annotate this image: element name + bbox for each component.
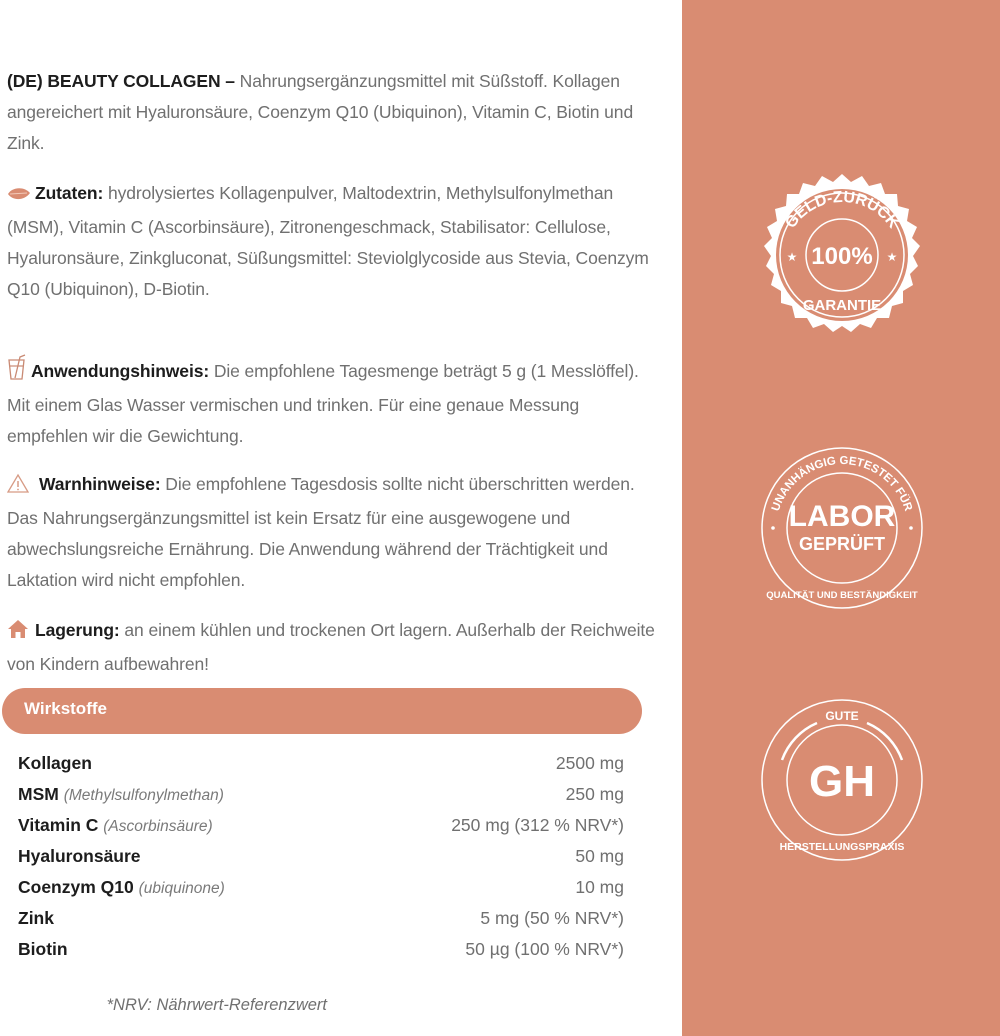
ingredient-name: Vitamin C [18,815,99,835]
ingredient-amount: 250 mg [565,784,624,804]
ingredient-note: (Methylsulfonylmethan) [63,787,224,804]
warnings-text: Die empfohlene Tagesdosis sollte nicht überschritten werden. Das Nahrungsergänzungsmittel ist kein Ersatz für eine ausgewogene und abwechslungsreiche Ernährung. Die Anwendung während der Trächtigkeit und Laktation wird nicht empfohlen. [7,474,635,590]
badge-bottom-text: GARANTIE [802,297,882,314]
ingredient-name: Coenzym Q10 [18,877,134,897]
section-warnings [7,469,657,596]
badge-bottom-text: HERSTELLUNGSPRAXIS [779,841,905,853]
intro-text: Nahrungsergänzungsmittel mit Süßstoff. Kollagen angereichert mit Hyaluronsäure, Coenzym Q10 (Ubiquinon), Vitamin C, Biotin und Zink. [7,71,634,153]
ingredient-name: Hyaluronsäure [18,846,141,866]
lab-tested-badge [752,440,932,620]
section-usage [7,354,657,452]
ingredients-text: hydrolysiertes Kollagenpulver, Maltodextrin, Methylsulfonylmethan (MSM), Vitamin C (Ascorbinsäure), Zitronengeschmack, Stabilisator: Cellulose, Hyaluronsäure, Zinkgluconat, Süßungsmittel: Steviolglycoside aus Stevia, Coenzym Q10 (Ubiquinon), D-Biotin. [7,183,649,299]
table-row [18,903,624,934]
house-icon [7,618,29,649]
badge-labor: LABOR [788,500,896,533]
table-row [18,748,624,779]
ingredient-name: Kollagen [18,753,92,773]
ingredient-amount: 50 mg [575,846,624,866]
product-title: (DE) BEAUTY COLLAGEN – [7,71,235,91]
badge-geprueft: GEPRÜFT [798,534,886,554]
gmp-badge [752,690,932,870]
ingredient-name: MSM [18,784,59,804]
table-row [18,779,624,810]
table-row [18,841,624,872]
badge-gute: GUTE [825,709,859,723]
nrv-footnote: *NRV: Nährwert-Referenzwert [106,996,327,1014]
table-row [18,810,624,841]
usage-label: Anwendungshinweis: [31,361,210,381]
ingredient-note: (ubiquinone) [138,880,225,897]
ingredient-note: (Ascorbinsäure) [103,818,213,835]
ingredient-amount: 10 mg [575,877,624,897]
ingredient-amount: 250 mg (312 % NRV*) [451,815,624,835]
wirkstoffe-header [2,688,642,734]
svg-text:UNANHÄNGIG GETESTET FÜR: UNANHÄNGIG GETESTET FÜR [769,454,915,513]
section-ingredients [7,178,657,305]
intro-paragraph [7,66,657,159]
badge-bottom-text: QUALITÄT UND BESTÄNDIGKEIT [766,590,918,601]
star-icon: ★ [886,250,898,264]
ingredient-amount: 50 µg (100 % NRV*) [465,939,624,959]
badge-gh: GH [809,757,875,806]
usage-text: Die empfohlene Tagesmenge beträgt 5 g (1 Messlöffel). Mit einem Glas Wasser vermischen und trinken. Für eine genaue Messung empfehlen wir die Gewichtung. [7,361,639,446]
table-row [18,934,624,965]
storage-label: Lagerung: [35,620,120,640]
badge-percent: 100% [811,243,873,270]
section-storage [7,615,657,680]
wirkstoffe-title: Wirkstoffe [24,699,107,718]
table-row [18,872,624,903]
star-icon: ★ [786,250,798,264]
warnings-label: Warnhinweise: [39,474,161,494]
ingredient-amount: 5 mg (50 % NRV*) [480,908,624,928]
ingredients-label: Zutaten: [35,183,104,203]
warning-icon [7,472,29,503]
ingredient-name: Biotin [18,939,68,959]
ingredient-amount: 2500 mg [555,753,624,773]
storage-text: an einem kühlen und trockenen Ort lagern. Außerhalb der Reichweite von Kindern aufbewahren! [7,620,655,674]
svg-text:GELD-ZURÜCK: GELD-ZURÜCK [782,188,902,232]
money-back-guarantee-badge [752,170,932,350]
drinking-glass-icon [7,354,27,390]
active-ingredients-table [18,748,624,965]
leaf-icon [7,181,31,212]
ingredient-name: Zink [18,908,54,928]
